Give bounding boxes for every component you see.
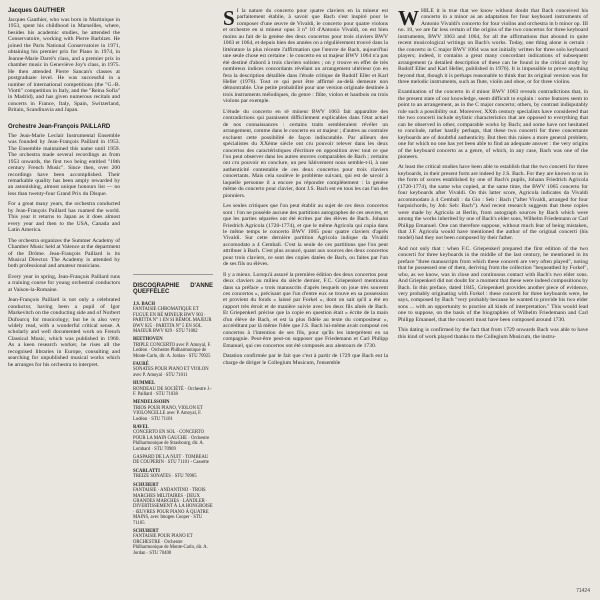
paragraph-text: I la nature du concerto pour quatre claviers en la mineur est parfaitement établie, à savoir que Bach s'est inspiré pour le composer d'une œuvre de Vivaldi, le concerto pour quatre violons et orchestre en si mineur opus 3 n° 10 d'Antonio Vivaldi, on est bien moins au fait de la genèse des deux concertos pour trois claviers BWV 1063 et 1064, et depuis bien des années on a régulièrement trouvé dans la littérature la plus récente l'affirmation que l'œuvre de Bach, aujourd'hui une seule chose est certaine : le concerto en ut majeur BWV 1064 n'a pas été destiné d'abord à trois claviers solistes ; on y trouve en effet de très nombreux indices concordants révélant un arrangement ultérieur (on en fera la description détaillée dans l'étude critique de Rudolf Eller et Karl Heller (1976). Tout ce qui peut être affirmé au-delà demeure non démontrable. Une petite probabilité pour une version originale destinée à trois instruments mélodiques, du genre : flûte, violon et hautbois ou trois violons par exemple.: [223, 8, 388, 105]
paragraph: At least the critical studies have been able to establish that the two concerti for three keyboards, in their present form are indeed by J.S. Bach. For they are known to us in the form of scores established by one of Bach's pupils, Johann Friedrich Agricola (1720-1774), the same who copied, at the same time, the BWV 1065 concerto for four keyboards after Vivaldi. On this latter score, Agricola indicates da Vivaldi accommodato à 4 Cembali : da Gio : Seb : Bach ("after Vivaldi, arranged for four harpsichords, by Joh: Seb: Bach"). And recent research suggests that these copies were made by Agricola at Berlin, from autograph sources by Bach which were among the works inherited by one of Bach's elder sons, Wilhelm Friedemann or Carl Philipp Emanuel. One can therefore suppose, without much fear of being mistaken, that J.F. Agricola would have mentioned the author of the original concerti (his model) had they not been composed by their father.: [398, 164, 588, 242]
work-details: TRIOS POUR PIANO, VIOLON ET VIOLONCELLE avec P. Amoyal, F. Lodéon · STU 71101: [133, 405, 203, 422]
discography-title: DISCOGRAPHIE D'ANNE QUEFFÉLEC: [133, 283, 213, 296]
work-details: TREIZE SONATES · STU 70985: [133, 474, 197, 480]
composer-name: HUMMEL: [133, 381, 156, 387]
composer-name: MENDELSSOHN: [133, 400, 170, 406]
paragraph: L'étude du concerto en ré mineur BWV 1063 fait apparaître des contradictions qui paraissent difficilement explicables dans l'état actuel de nos connaissances : certains traits sembleraient révéler un arrangement, comme dans le concerto en ut majeur ; d'autres au contraire excluent cette possibilité de façon indiscutable. Par ailleurs des spécialistes du XXème siècle ont cru pouvoir relever dans les deux concertos des caractéristiques d'écriture en opposition avec tout ce que l'on peut observer dans les autres œuvres comparables de Bach ; certains ont cru pouvoir en conclure, un peu hâtivement nous semble-t-il, à une authenticité contestable de ces deux concertos pour trois claviers concertants. Mais cela soulève le problème suivant, qui est de savoir à laquelle personne il a encore pu répondre complètement : la genèse même du concerto pour clavier, dont J.S. Bach est en tous les cas l'un des pionniers.: [223, 108, 388, 199]
column-french-notes: [223, 8, 388, 370]
paragraph: This dating is confirmed by the fact that from 1729 onwards Bach was able to have this kind of work played thanks to the Collegium Musicum, the instru-: [398, 327, 588, 340]
work-details: GASPARD DE LA NUIT · TOMBEAU DE COUPERIN · STU 71101 - Cassette: [133, 455, 209, 466]
divider: [133, 274, 213, 275]
catalog-number: 71424: [576, 588, 590, 594]
composer-name: SCARLATTI: [133, 468, 161, 474]
drop-cap: S: [223, 6, 235, 30]
bio-text: Every year in spring, Jean-François Paillard runs a training course for young orchestral conductors at Vaison-la-Romaine.: [8, 273, 120, 293]
discography-entry: [133, 469, 213, 480]
composer-name: BEETHOVEN: [133, 337, 163, 343]
bio-heading: Jacques GAUTHIER: [8, 8, 66, 14]
bio-text: The Jean-Marie Leclair Instrumental Ensemble was founded by Jean-François Paillard in 1953. The Ensemble maintained this name until 1959. The orchestra made several recordings as from 1953 onwards, the first two being entitled "18th century French Music". Since then, over 200 recordings have been accomplished. Their remarkable quality has been amply rewarded by an astonishing, almost unique honours list — no less than twenty-four Grand Prix du Disque.: [8, 132, 120, 197]
column-biographies: [8, 8, 120, 378]
discography-list: [133, 302, 213, 556]
composer-name: SCHUBERT: [133, 482, 159, 488]
bio-heading: Orchestre Jean-François PAILLARD: [8, 123, 111, 130]
work-details: TRIPLE CONCERTO avec P. Amoyal, F. Lodéon · Orchestre Philharmonique de Monte-Carlo, dir. A. Jordan · STU 70925: [133, 342, 211, 359]
column-discography: [133, 8, 213, 559]
spacer: [133, 8, 213, 268]
composer-name: RAVEL: [133, 425, 149, 431]
discography-entry: [133, 400, 213, 422]
discography-entry: [133, 529, 213, 556]
bio-text: For a great many years, the orchestra conducted by Jean-François Paillard has roamed the world. This year it returns to Japan as it does almost every year and then to the USA, Canada and Latin America.: [8, 201, 120, 234]
discography-entry: [133, 362, 213, 378]
work-details: SONATES POUR PIANO ET VIOLON avec P. Amoyal · STU 71011: [133, 367, 209, 378]
bio-gauthier: [8, 8, 120, 114]
discography-entry: [133, 425, 213, 452]
paragraph: Il y a mieux. Lorsqu'à assuré la première édition des deux concertos pour deux claviers au milieu du siècle dernier, F.C. Griepenkerl mentionna dans sa préface « trois manuscrits d'après lesquels on joue très souvent ces concertos », précisant que l'un d'entre eux se trouve en sa possession et provient du fonds « laissé par Forkel », dont on sait qu'il a été en rapport très étroit et de manière suivie avec les deux fils aînés de Bach. Et Griepenkerl précise que la copie en question était « écrite de la main d'un élève de Bach, et est la plus fidèle au texte du compositeur », accréditant par là même l'idée que J.S. Bach lui-même avait composé ces concertos à l'intention de ses fils, pour qu'ils les interprètent en sa compagnie. Peut-être peut-on supposer que Friedemann et Carl Philipp Emanuel, qui ces concertos ont été composés aux alentours de 1730.: [223, 271, 388, 349]
discography-entry: [133, 483, 213, 526]
paragraph-text: HILE it is true that we know without doubt that Bach conceived his concerto in a minor as an adaptation for four keyboard instruments of Antonio Vivaldi's concerto for four violins and orchestra in b minor op. III no. 10, we are far less certain of the origins of the two concertos for three keyboard instruments, BWV 1063 and 1064, for all the affirmations that abound in quite recent musicological writings on Bach's works. Today, one thing alone is certain : the concerto in C major BWV 1064 was not initially written for three solo keyboard players; indeed, it contains a great many concordant indications of subsequent arrangement (a detailed description of these can be found in the critical study by Rudolf Eller and Karl Heller, published in 1976). It is impossible to prove anything beyond that, though it is perhaps reasonable to think that its original version was for three melodic instruments, such as flute, violin and oboe, or for three violins.: [398, 8, 588, 85]
paragraph: [223, 8, 388, 105]
composer-name: SCHUBERT: [133, 528, 159, 534]
discography-entry: [133, 302, 213, 334]
discography-entry: [133, 381, 213, 397]
bio-text: The orchestra organizes the Summer Academy of Chamber Music held at Valence at the department of the Drôme. Jean-François Paillard is its Musical Director. The Academy is attended by both professional and amateur musicians.: [8, 237, 120, 270]
work-details: FANTAISIE CHROMATIQUE ET FUGUE EN RÉ MINEUR BWV 903 · PARTITA N° 1 EN SI BÉMOL MAJEUR BWV 825 · PARTITA N° 5 EN SOL MAJEUR BWV 829 · STU 71082: [133, 307, 212, 334]
paragraph: [398, 8, 588, 85]
work-details: CONCERTO EN SOL · CONCERTO POUR LA MAIN GAUCHE · Orchestre Philharmonique de Strasbourg, dir. A. Lombard · STU 70969: [133, 430, 210, 452]
work-details: RONDEAU DE SOCIÉTÉ · Orchestre J.-F. Paillard · STU 71038: [133, 386, 212, 397]
paragraph: Examination of the concerto in d minor BWV 1063 reveals contradictions that, in the present state of our knowledge, seem difficult to explain : some features seem to point to an arrangement, as in the C major concerto; others, by contrast indisputably rule such a possibility out. Moreover, XXth century specialists have considered that the two concerti include stylistic characteristics that are opposed to everything that can be observed in other, comparable works by Bach; and some have not hesitated to conclude, rather hastily perhaps, that these two concerti for three concertante keyboards are of doubtful authenticity. But then this raises a more general problem, one for which no one has yet been able to find an adequate answer : the very origins of the keyboard concerto as a genre, of which, in any case, Bach was one of the pioneers.: [398, 89, 588, 160]
composer-name: FAURÉ: [133, 361, 149, 367]
bio-paillard: [8, 124, 120, 368]
paragraph: Datation confirmée par le fait que c'est à partir de 1729 que Bach eut la charge de diriger le Collegium Musicum, l'ensemble: [223, 353, 388, 366]
discography-entry: [133, 455, 213, 466]
paragraph: And not only that : when F.C. Griepenkerl prepared the first edition of the two concerti for three keyboards in the middle of the last century, he mentioned in its preface "three manuscripts from which these concerti are very often played", noting that he possessed one of them, deriving from the collection "bequeathed by Forkel", who, as we know, was in close and continuous contact with Bach's two elder sons. And Griepenkerl did not doubt for a moment that these were indeed compositions by Bach. In this preface, dated 1845, Griepenkerl provides another piece of evidence, very probably originating with Forkel : these concerti for three keyboards were, he says, composed by Bach "very probably because he wanted to provide his two elder sons ... with an opportunity to practise all kinds of interpretation." This would lead one to suppose, on the basis of the biographies of Wilhelm Friedemann and Carl Philipp Emanuel, that the concerti must have been composed around 1730.: [398, 245, 588, 323]
discography-entry: [133, 337, 213, 359]
work-details: FANTAISIE · ANDANTINO · TROIS MARCHES MILITAIRES · DEUX GRANDES MARCHES · LÄNDLER · DIVERTISSEMENT À LA HONGROISE · ŒUVRES POUR PIANO À QUATRE MAINS, avec Imogen Cooper · STU 71105: [133, 488, 213, 526]
paragraph: Les seules critiques que l'on peut établir au sujet de ces deux concertos sont : l'on ne possède aucune des partitions autographes de ces œuvres, et que les parties séparées ont été écrites par des élèves de Bach. Johann Friedrich Agricola (1720-1774), et que le même Agricola qui copia dans le même temps le concerto BWV 1065 pour quatre claviers d'après Vivaldi. Sur cette dernière partition Agricola indique da Vivaldi accomodato a 4 Cembali. C'est la seule de ces partitions que l'on peut attribuer à Bach. C'est plus avancé, quant aux sources des deux concertos pour trois claviers, ce sont des copies datées de Bach, ou faites par l'un de ses fils ou élèves.: [223, 203, 388, 268]
drop-cap: W: [398, 6, 419, 30]
work-details: FANTAISIE POUR PIANO ET ORCHESTRE · Orchestre Philharmonique de Monte-Carlo, dir. A. Jordan · STU 70400: [133, 534, 208, 556]
bio-text: Jacques Gauthier, who was born in Martinique in 1953, spent his childhood in Marseilles, where, besides his academic studies, he attended the Conservatoire, working with Pierre Barbizet. He joined the Paris National Conservatoire in 1971, obtaining his premier prix for Piano in 1974, in Jeanne-Marie Darré's class, and a premier prix in chamber music in Geneviève Joy's class, in 1975. He then attended Pierre Sancan's classes at postgraduate level. He was successful in a number of international competitions (the "G.-B. Viotti" competition in Italy, and the "Reina Sofia" in Madrid), and has given numerous recitals and concerts in France, Italy, Spain, Switzerland, Britain, Scandinavia and Japan.: [8, 17, 120, 114]
bio-text: Jean-François Paillard is not only a celebrated conductor, having been a pupil of Igor Markevitch on the conducting side and of Norbert Dufourcq for musicology; but he is also very widely read, with a wonderful critical sense. A scholarly and well documented work on French Classical Music, which was published in 1960. As a keen research worker, he rises all the recognised libraries in Europe, consulting and searching for unpublished musical works which he arranges for his orchestra to interpret.: [8, 297, 120, 368]
column-english-notes: [398, 8, 588, 344]
composer-name: J.S. BACH: [133, 301, 156, 307]
